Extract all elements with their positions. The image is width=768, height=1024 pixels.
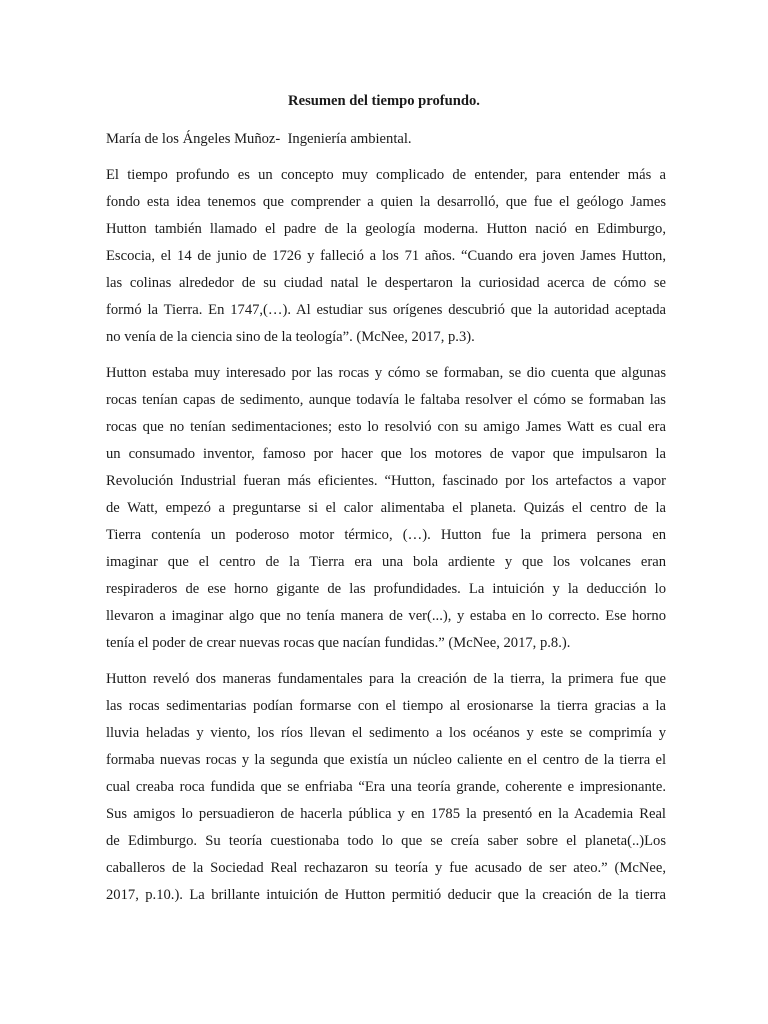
text-line: imaginar que el centro de la Tierra era una bola ardiente y que los volcanes eran <box>106 554 666 570</box>
text-line: llevaron a imaginar algo que no tenía manera de ver(...), y estaba en lo correcto. Ese horno <box>106 608 666 624</box>
text-line: lluvia heladas y viento, los ríos llevan el sedimento a los océanos y este se comprimía y <box>106 725 666 741</box>
text-line: Hutton estaba muy interesado por las rocas y cómo se formaban, se dio cuenta que algunas <box>106 365 666 381</box>
text-line: las rocas sedimentarias podían formarse con el tiempo al erosionarse la tierra gracias a la <box>106 698 666 714</box>
text-line: Hutton también llamado el padre de la geología moderna. Hutton nació en Edimburgo, <box>106 221 666 237</box>
document-title: Resumen del tiempo profundo. <box>288 93 480 109</box>
text-line: El tiempo profundo es un concepto muy complicado de entender, para entender más a <box>106 167 666 183</box>
document-author: María de los Ángeles Muñoz- Ingeniería ambiental. <box>106 131 412 147</box>
text-line: rocas que no tenían sedimentaciones; esto lo resolvió con su amigo James Watt es cual era <box>106 419 666 435</box>
text-line: las colinas alrededor de su ciudad natal le despertaron la curiosidad acerca de cómo se <box>106 275 666 291</box>
text-line: fondo esta idea tenemos que comprender a quien la desarrolló, que fue el geólogo James <box>106 194 666 210</box>
text-line: de Watt, empezó a preguntarse si el calor alimentaba el planeta. Quizás el centro de la <box>106 500 666 516</box>
paragraph-2 <box>106 360 666 657</box>
text-line: formaba nuevas rocas y la segunda que existía un núcleo caliente en el centro de la tierra el <box>106 752 666 768</box>
text-line: respiraderos de ese horno gigante de las profundidades. La intuición y la deducción lo <box>106 581 666 597</box>
text-line: de Edimburgo. Su teoría cuestionaba todo lo que se creía saber sobre el planeta(..)Los <box>106 833 666 849</box>
text-line: Sus amigos lo persuadieron de hacerla pública y en 1785 la presentó en la Academia Real <box>106 806 666 822</box>
text-line: 2017, p.10.). La brillante intuición de Hutton permitió deducir que la creación de la tierra <box>106 887 666 903</box>
text-line: rocas tenían capas de sedimento, aunque todavía le faltaba resolver el cómo se formaban las <box>106 392 666 408</box>
text-line: caballeros de la Sociedad Real rechazaron su teoría y fue acusado de ser ateo.” (McNee, <box>106 860 666 876</box>
text-line: formó la Tierra. En 1747,(…). Al estudiar sus orígenes descubrió que la autoridad aceptada <box>106 302 666 318</box>
paragraph-3 <box>106 666 666 909</box>
text-line: Escocia, el 14 de junio de 1726 y falleció a los 71 años. “Cuando era joven James Hutton, <box>106 248 666 264</box>
text-line: Tierra contenía un poderoso motor térmico, (…). Hutton fue la primera persona en <box>106 527 666 543</box>
paragraph-1 <box>106 162 666 351</box>
text-line: un consumado inventor, famoso por hacer que los motores de vapor que impulsaron la <box>106 446 666 462</box>
text-line: tenía el poder de crear nuevas rocas que nacían fundidas.” (McNee, 2017, p.8.). <box>106 635 571 651</box>
text-line: Hutton reveló dos maneras fundamentales para la creación de la tierra, la primera fue que <box>106 671 666 687</box>
text-line: no venía de la ciencia sino de la teología”. (McNee, 2017, p.3). <box>106 329 475 345</box>
text-line: cual creaba roca fundida que se enfriaba “Era una teoría grande, coherente e impresionante. <box>106 779 666 795</box>
text-line: Revolución Industrial fueran más eficientes. “Hutton, fascinado por los artefactos a vapor <box>106 473 666 489</box>
